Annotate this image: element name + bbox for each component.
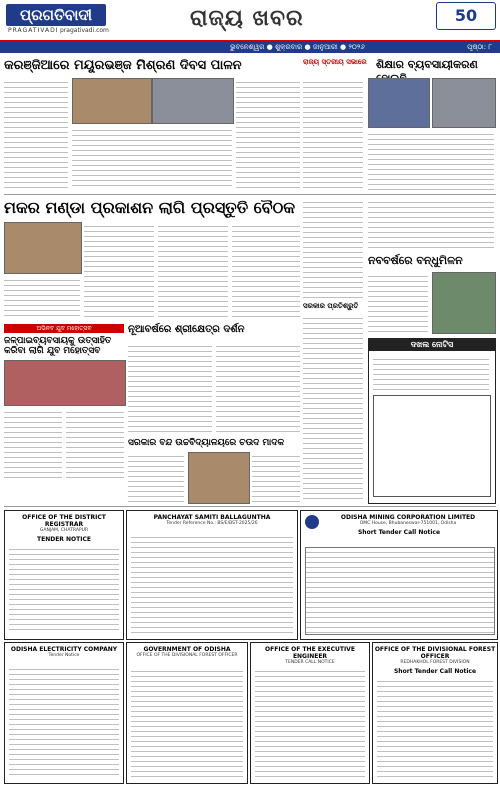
story-5-kicker: ଅଭିନବ ଯୁବ ମହୋତ୍ସବ <box>4 324 124 333</box>
story-2-text-col1 <box>303 78 363 190</box>
story-3-text-col3 <box>232 222 300 318</box>
story-3-text-col1 <box>84 222 154 318</box>
story-1-text-col3 <box>236 78 300 190</box>
notice-table <box>373 395 491 497</box>
story-1-photo-2 <box>152 78 234 124</box>
story-7-text-col2 <box>252 452 300 502</box>
story-2-photo-1 <box>368 78 430 128</box>
story-2-headline: ଶିକ୍ଷାର ବ୍ୟବସାୟୀକରଣ <box>376 58 478 71</box>
ad-3-sub: OMC House, Bhubaneswar-751001, Odisha <box>359 521 457 526</box>
story-2-photo-2 <box>432 78 496 128</box>
possession-notice <box>368 338 496 504</box>
divider <box>4 194 496 195</box>
story-2-kicker: ରାଜ୍ୟ ସ୍ତରୀୟ ସଭାରେ <box>303 58 367 66</box>
story-3-text-col2 <box>158 222 228 318</box>
ad-7-body <box>9 665 119 777</box>
ad-5-sub: REDHAKHOL FOREST DIVISION <box>400 660 470 665</box>
story-1-text-col1 <box>4 78 68 190</box>
ad-3-title: ODISHA MINING CORPORATION LIMITED <box>340 514 476 521</box>
ad-7-title: ODISHA ELECTRICITY COMPANY <box>10 646 118 653</box>
newspaper-logo: ପ୍ରଗତିବାଦୀ <box>6 4 106 26</box>
story-7-photo <box>188 452 250 504</box>
ad-6-sub: TENDER CALL NOTICE <box>285 660 335 665</box>
section-title: ରାଜ୍ୟ ଖବର <box>190 6 304 31</box>
ad-district-registrar <box>4 510 124 640</box>
ad-panchayat-samiti <box>126 510 298 640</box>
ad-3-table <box>305 547 495 635</box>
story-4-text-col2 <box>368 272 428 332</box>
story-6-text-col2 <box>216 342 300 432</box>
anniversary-badge: 50 <box>436 2 496 30</box>
ad-7-sub: Tender Notice <box>48 653 80 658</box>
ad-6-title: OFFICE OF THE EXECUTIVE ENGINEER <box>265 646 355 660</box>
page-number: ପୃଷ୍ଠା: ୮ <box>467 43 492 51</box>
story-6-headline: ନୂଆବର୍ଷରେ ଶ୍ରୀକ୍ଷେତ୍ର ଦର୍ଶନ <box>128 324 245 335</box>
ad-electricity <box>4 642 124 784</box>
ad-1-line: TENDER NOTICE <box>37 536 91 543</box>
dateline-bar <box>0 41 500 53</box>
story-7-text-col1 <box>128 452 184 502</box>
story-1-text-col2 <box>72 126 232 190</box>
ad-government-odisha <box>126 642 248 784</box>
ad-4-body <box>131 667 243 777</box>
notice-body <box>373 355 489 391</box>
ad-2-body <box>131 533 293 633</box>
story-5-text-col2 <box>66 408 124 480</box>
story-1-headline: କରଞ୍ଜିଆରେ ମୟୂରଭଞ୍ଜ ମିଶ୍ରଣ ଦିବସ ପାଳନ <box>4 58 242 73</box>
ad-5-body <box>377 677 493 777</box>
story-3-headline: ମକର ମଣ୍ଡା ପ୍ରକାଶନ ଲାଗି ପ୍ରସ୍ତୁତି ବୈଠକ <box>4 198 296 217</box>
story-7-headline: ସରକାର ବନ୍ଦ ଉଚ୍ଚବିଦ୍ୟାଳୟରେ ଚଉଦ ମାଦକ <box>128 438 285 448</box>
story-5-photo <box>4 360 126 406</box>
ad-3-line: Short Tender Call Notice <box>357 529 441 536</box>
story-4-photo <box>432 272 496 334</box>
omc-logo-icon <box>305 515 319 529</box>
ad-5-title: OFFICE OF THE DIVISIONAL FOREST OFFICER <box>374 646 496 660</box>
story-4-text-col1 <box>303 198 363 298</box>
story-8-headline: ସରକାର ପ୍ରତିଶ୍ରୁତି <box>303 302 359 310</box>
story-4-text-top <box>368 198 494 250</box>
story-8-text <box>303 314 363 502</box>
ad-forest-division <box>372 642 498 784</box>
story-3-photo <box>4 222 82 274</box>
ad-6-body <box>255 667 365 777</box>
story-3-text-col0 <box>4 276 80 318</box>
story-2-text-col2 <box>368 130 494 190</box>
divider <box>4 506 496 507</box>
ad-1-title: OFFICE OF THE DISTRICT REGISTRAR <box>22 514 106 528</box>
ad-2-title: PANCHAYAT SAMITI BALLAGUNTHA <box>153 514 271 521</box>
ad-4-title: GOVERNMENT OF ODISHA <box>143 646 231 653</box>
ad-1-sub: GANJAM, CHATRAPUR <box>39 528 89 533</box>
story-1-photo-1 <box>72 78 152 124</box>
ad-executive-engineer <box>250 642 370 784</box>
ad-4-sub: OFFICE OF THE DIVISIONAL FOREST OFFICER <box>136 653 238 658</box>
dateline: ଭୁବନେଶ୍ୱର ● ଶୁକ୍ରବାର ● ଜାନୁଆରୀ ● ୨୦୨୬ <box>230 43 365 51</box>
ad-2-sub: Tender Reference No.: BS/E/BST-2025/26 <box>166 521 258 526</box>
website-label: pragativadi.com <box>60 27 109 34</box>
story-5-text-col1 <box>4 408 62 480</box>
story-6-text-col1 <box>128 342 212 432</box>
brand-subtitle: PRAGATIVADI <box>8 27 59 34</box>
story-5-headline: ଜଳ୍ପାଇବ୍ୟବସାୟକୁ ଉତ୍ସାହିତ କରିବା ଲାଗି ଯୁବ ମହୋତ୍ସବ <box>4 336 112 356</box>
ad-1-body <box>9 545 119 633</box>
ad-mining-corporation <box>300 510 498 640</box>
notice-title: ଦଖଲ ନୋଟିସ <box>369 339 495 351</box>
ad-5-line: Short Tender Call Notice <box>393 668 477 675</box>
story-4-headline: ନବବର୍ଷରେ ବନ୍ଧୁମିଳନ <box>368 254 463 267</box>
